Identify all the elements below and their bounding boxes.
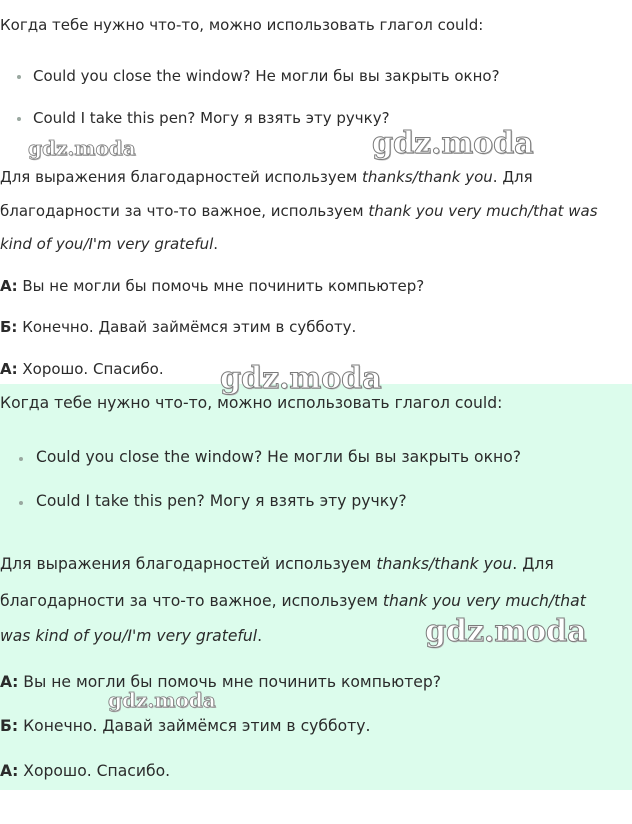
thanks-paragraph-line: kind of you/I'm very grateful. xyxy=(0,235,219,253)
thanks-paragraph-line: Для выражения благодарностей используем thanks/thank you. Для xyxy=(0,168,533,186)
thanks-paragraph-line: was kind of you/I'm very grateful. xyxy=(0,627,263,645)
bullet-dot xyxy=(19,501,23,505)
bullet-dot xyxy=(17,117,21,121)
intro-text: Когда тебе нужно что-то, можно использовать глагол could: xyxy=(0,394,503,412)
thanks-paragraph-line: благодарности за что-то важное, используем thank you very much/that was xyxy=(0,202,598,220)
dialog-line: А: Хорошо. Спасибо. xyxy=(0,762,171,780)
dialog-line: Б: Конечно. Давай займёмся этим в субботу. xyxy=(0,318,357,336)
thanks-paragraph-line: Для выражения благодарностей используем thanks/thank you. Для xyxy=(0,555,554,573)
answer-block-bottom xyxy=(0,384,632,790)
dialog-line: А: Хорошо. Спасибо. xyxy=(0,360,164,378)
bullet-dot xyxy=(17,75,21,79)
dialog-line: Б: Конечно. Давай займёмся этим в субботу. xyxy=(0,717,371,735)
bullet-dot xyxy=(19,457,23,461)
dialog-line: А: Вы не могли бы помочь мне починить компьютер? xyxy=(0,673,442,691)
intro-text: Когда тебе нужно что-то, можно использовать глагол could: xyxy=(0,16,484,34)
bullet-item: Could you close the window? Не могли бы вы закрыть окно? xyxy=(36,448,522,466)
dialog-line: А: Вы не могли бы помочь мне починить компьютер? xyxy=(0,277,425,295)
watermark-logo: gdz.moda xyxy=(372,126,534,161)
watermark-logo: gdz.moda xyxy=(108,688,216,712)
watermark-logo: gdz.moda xyxy=(425,614,587,649)
bullet-item: Could I take this pen? Могу я взять эту ручку? xyxy=(33,109,390,127)
bullet-item: Could you close the window? Не могли бы вы закрыть окно? xyxy=(33,67,500,85)
bullet-item: Could I take this pen? Могу я взять эту ручку? xyxy=(36,492,407,510)
watermark-logo: gdz.moda xyxy=(220,361,382,396)
thanks-paragraph-line: благодарности за что-то важное, используем thank you very much/that xyxy=(0,592,586,610)
answer-block-top xyxy=(0,0,632,384)
watermark-logo: gdz.moda xyxy=(28,136,136,160)
